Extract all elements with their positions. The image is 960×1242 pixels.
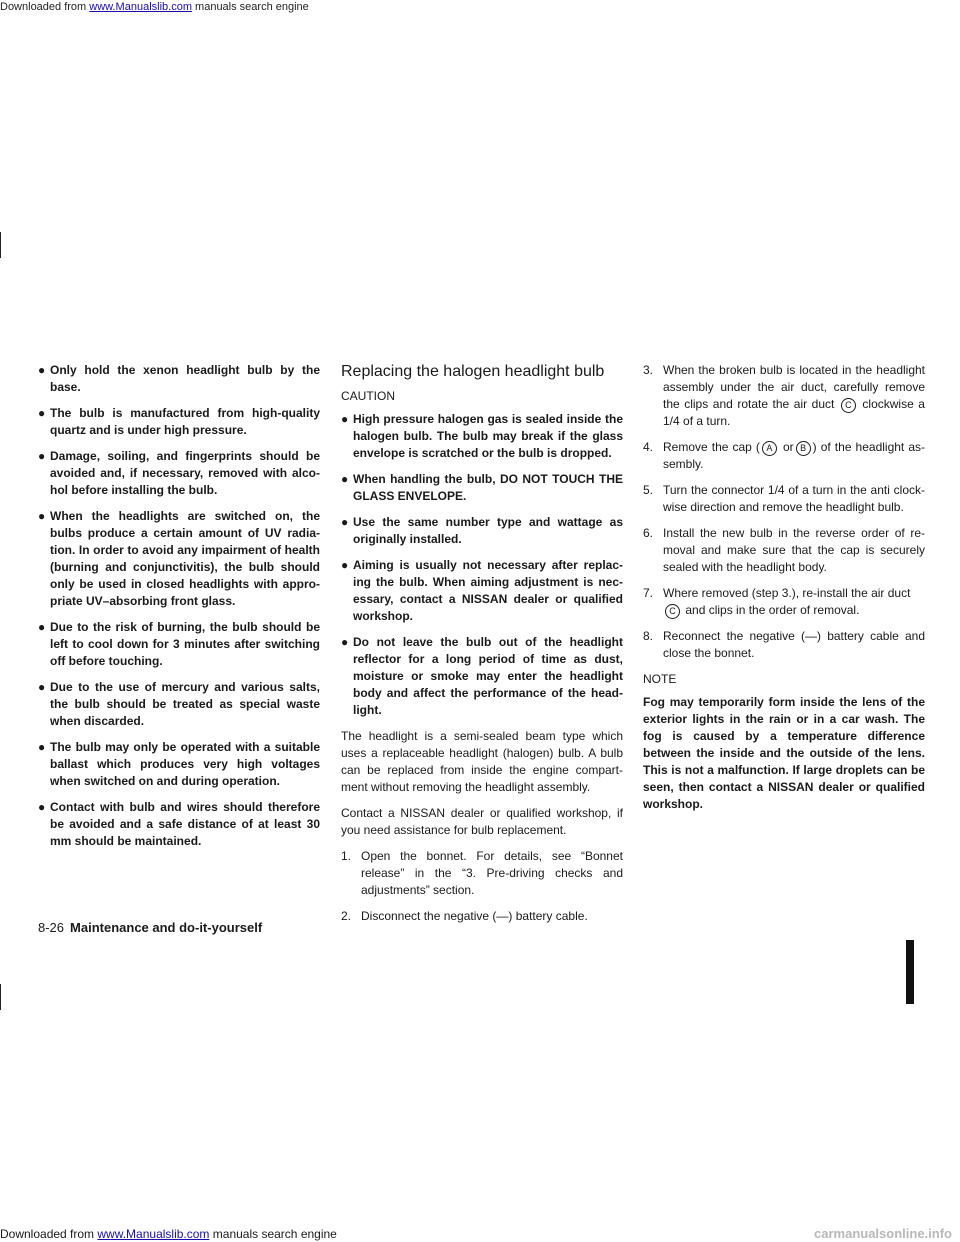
- step-item: [643, 482, 925, 516]
- banner-prefix: Downloaded from: [0, 1227, 98, 1241]
- step-number: 5.: [643, 483, 654, 497]
- list-item: ● When the headlights are switched on, the bulbs produce a certain amount of UV radia- tion. In order to avoid any impairment of health (burning and conjunctivitis), the bulb should only be used in closed headlights with appro- priate UV–absorbing front glass.: [38, 509, 320, 608]
- bullet-icon: ●: [341, 558, 349, 572]
- step-item: [341, 908, 623, 925]
- section-thumb-tab: [906, 940, 914, 1004]
- manualslib-link[interactable]: www.Manualslib.com: [97, 1227, 210, 1241]
- list-item: ● The bulb may only be operated with a suitable ballast which produces very high voltages when switched on and during operation.: [38, 740, 320, 788]
- caution-list: [341, 411, 623, 719]
- note-text: Fog may temporarily form inside the lens of the exterior lights in the rain or in a car wash. The fog is caused by a temperature difference between the inside and the outside of the lens. This is not a malfunction. If large droplets can be seen, then contact a NISSAN dealer or qualified workshop.: [643, 695, 925, 811]
- step-number: 7.: [643, 586, 654, 600]
- column-3: [643, 362, 925, 813]
- step-item: [341, 848, 623, 899]
- step-text: Turn the connector 1/4 of a turn in the anti clock- wise direction and remove the headlight bulb.: [663, 483, 925, 514]
- xenon-warnings-list: [38, 362, 320, 850]
- bullet-icon: ●: [341, 412, 349, 426]
- body-paragraph: The headlight is a semi-sealed beam type which uses a replaceable headlight (halogen) bulb. A bulb can be replaced from inside the engine compart- ment without removing the headlight assembly.: [341, 729, 623, 794]
- list-item: ● Do not leave the bulb out of the headlight reflector for a long period of time as dust, moisture or smoke may enter the headlight body and affect the performance of the head- light.: [341, 635, 623, 717]
- list-item: ● Due to the risk of burning, the bulb should be left to cool down for 3 minutes after switching off before touching.: [38, 620, 320, 668]
- bullet-icon: ●: [341, 635, 349, 649]
- banner-suffix: manuals search engine: [209, 1227, 337, 1241]
- step-number: 2.: [341, 909, 352, 923]
- step-text: Open the bonnet. For details, see “Bonnet release” in the “3. Pre-driving checks and adjustments” section.: [361, 849, 623, 897]
- banner-prefix: Downloaded from: [0, 1, 90, 13]
- step-number: 8.: [643, 629, 654, 643]
- column-1: [38, 362, 320, 859]
- list-item: ● Only hold the xenon headlight bulb by the base.: [38, 363, 320, 394]
- step-text: Install the new bulb in the reverse order of re- moval and make sure that the cap is securely sealed with the headlight body.: [663, 526, 925, 574]
- page-footer: [38, 920, 262, 935]
- download-banner-bottom: [0, 1226, 960, 1242]
- callout-marker-b-icon: B: [796, 441, 811, 456]
- callout-marker-c-icon: C: [841, 398, 856, 413]
- step-number: 4.: [643, 440, 654, 454]
- page-number: 8-26: [38, 920, 65, 935]
- banner-suffix: manuals search engine: [191, 1, 309, 13]
- callout-marker-a-icon: A: [762, 441, 777, 456]
- crop-mark-bottom-left: [0, 984, 1, 1010]
- step-number: 1.: [341, 849, 352, 863]
- list-item: ● High pressure halogen gas is sealed inside the halogen bulb. The bulb may break if the glass envelope is scratched or the bulb is dropped.: [341, 412, 623, 460]
- step-item: [643, 628, 925, 662]
- list-item: ● Damage, soiling, and fingerprints should be avoided and, if necessary, removed with alco- hol before installing the bulb.: [38, 449, 320, 497]
- step-item: 4. Remove the cap ( A or B ) of the headlight as- sembly.: [643, 440, 926, 471]
- bullet-icon: ●: [38, 620, 46, 634]
- section-name: Maintenance and do-it-yourself: [70, 920, 263, 935]
- body-paragraph: Contact a NISSAN dealer or qualified workshop, if you need assistance for bulb replacement.: [341, 806, 623, 837]
- list-item: ● Use the same number type and wattage as originally installed.: [341, 515, 623, 546]
- list-item: ● Aiming is usually not necessary after replac- ing the bulb. When aiming adjustment is nec- essary, contact a NISSAN dealer or qualified workshop.: [341, 558, 623, 623]
- list-item: ● When handling the bulb, DO NOT TOUCH THE GLASS ENVELOPE.: [341, 472, 623, 503]
- step-number: 3.: [643, 363, 654, 377]
- step-item: 3. When the broken bulb is located in the headlight assembly under the air duct, carefully remove the clips and rotate the air duct C clockwise a 1/4 of a turn.: [643, 363, 925, 428]
- section-title: Replacing the halogen headlight bulb: [341, 363, 605, 380]
- site-watermark: carmanualsonline.info: [814, 1226, 952, 1241]
- bullet-icon: ●: [38, 800, 46, 814]
- step-item: [643, 525, 925, 576]
- callout-marker-c-icon: C: [665, 604, 680, 619]
- steps-list: [341, 848, 623, 925]
- crop-mark-top-left: [0, 232, 1, 258]
- bullet-icon: ●: [341, 515, 349, 529]
- list-item: ● Contact with bulb and wires should therefore be avoided and a safe distance of at least 30 mm should be maintained.: [38, 800, 320, 848]
- bullet-icon: ●: [38, 680, 46, 694]
- download-banner-top: [0, 0, 960, 14]
- note-label: NOTE: [643, 672, 677, 686]
- caution-label: CAUTION: [341, 389, 395, 403]
- bullet-icon: ●: [38, 363, 46, 377]
- bullet-icon: ●: [38, 509, 46, 523]
- bullet-icon: ●: [38, 740, 46, 754]
- step-text: Disconnect the negative (—) battery cable.: [361, 909, 588, 923]
- steps-list: [643, 362, 925, 662]
- step-text: Reconnect the negative (—) battery cable and close the bonnet.: [663, 629, 925, 660]
- step-number: 6.: [643, 526, 654, 540]
- list-item: ● Due to the use of mercury and various salts, the bulb should be treated as special waste when discarded.: [38, 680, 320, 728]
- bullet-icon: ●: [38, 406, 46, 420]
- manualslib-link[interactable]: www.Manualslib.com: [89, 1, 192, 13]
- list-item: ● The bulb is manufactured from high-quality quartz and is under high pressure.: [38, 406, 320, 437]
- column-2: [341, 362, 623, 934]
- bullet-icon: ●: [341, 472, 349, 486]
- step-item: 7. Where removed (step 3.), re-install the air duct C and clips in the order of removal.: [643, 586, 911, 617]
- bullet-icon: ●: [38, 449, 46, 463]
